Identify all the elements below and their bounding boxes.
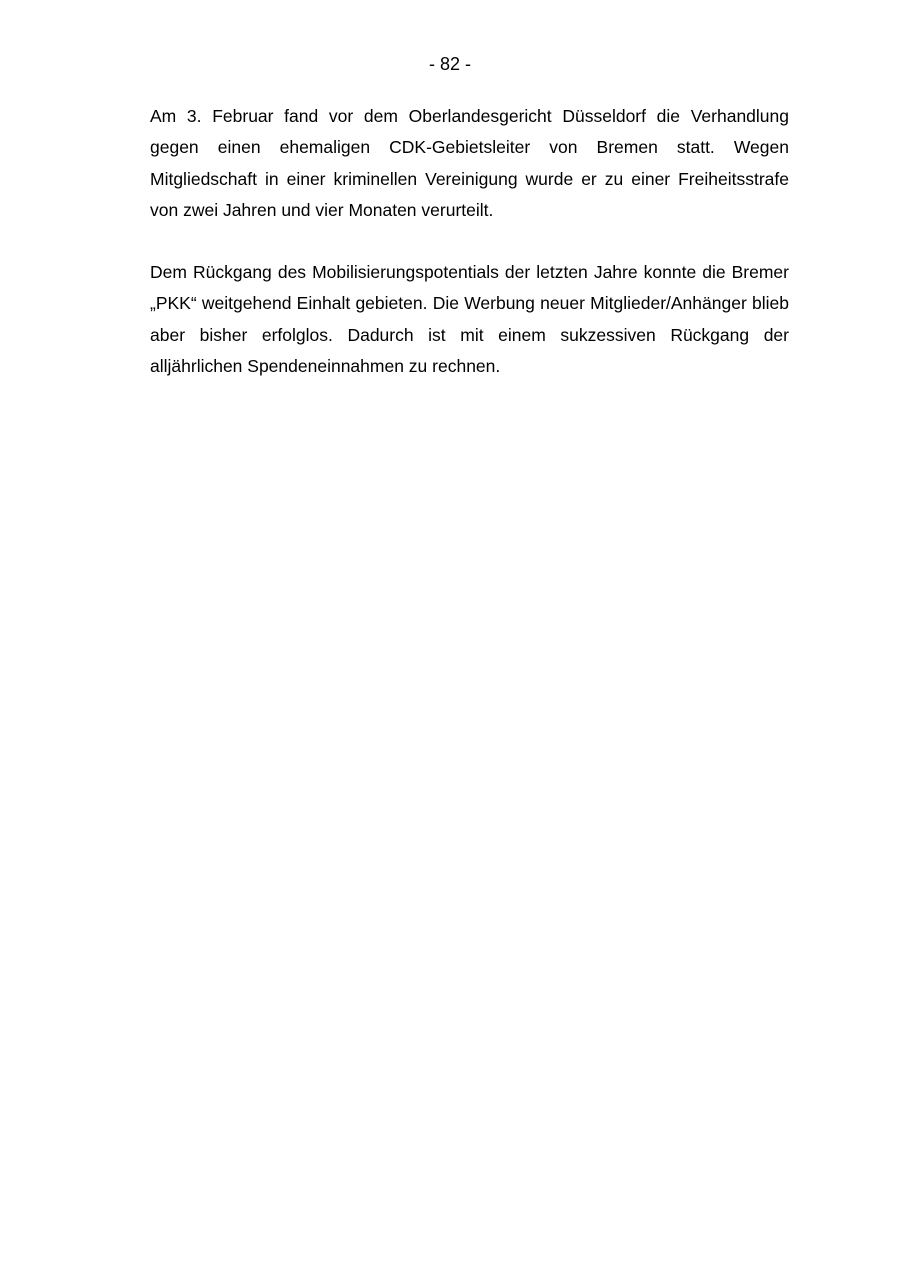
page-number: - 82 -: [428, 54, 471, 74]
body-text: [150, 101, 789, 413]
paragraph-court-verdict: Am 3. Februar fand vor dem Oberlandesgericht Düsseldorf die Verhandlung gegen einen ehemaligen CDK-Gebietsleiter von Bremen statt. Wegen Mitgliedschaft in einer kriminellen Vereinigung wurde er zu einer Freiheitsstrafe von zwei Jahren und vier Monaten verurteilt.: [150, 106, 789, 220]
paragraph-mobilization: Dem Rückgang des Mobilisierungspotentials der letzten Jahre konnte die Bremer „PKK“ weitgehend Einhalt gebieten. Die Werbung neuer Mitglieder/Anhänger blieb aber bisher erfolglos. Dadurch ist mit einem sukzessiven Rückgang der alljährlichen Spendeneinnahmen zu rechnen.: [150, 262, 789, 377]
